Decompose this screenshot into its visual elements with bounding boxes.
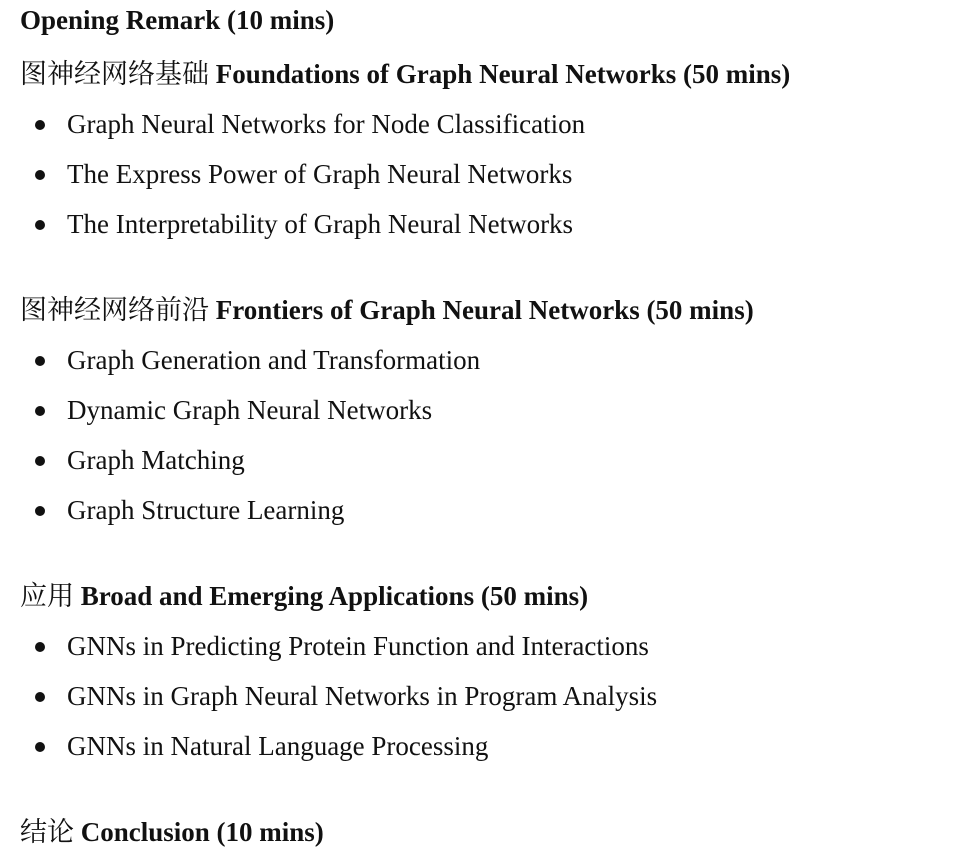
section-heading-applications-en: Broad and Emerging Applications (50 mins)	[80, 581, 589, 611]
list-item	[20, 728, 657, 778]
list-item-text: GNNs in Graph Neural Networks in Program Analysis	[67, 681, 658, 711]
list-item-text: GNNs in Natural Language Processing	[67, 731, 489, 761]
bullet-icon	[35, 692, 45, 702]
list-item-text: The Interpretability of Graph Neural Networks	[67, 209, 574, 239]
list-item-text: The Express Power of Graph Neural Networks	[67, 159, 573, 189]
section-heading-conclusion-en: Conclusion (10 mins)	[80, 817, 324, 847]
bullet-icon	[35, 642, 45, 652]
section-heading-applications	[20, 578, 588, 614]
section-heading-opening-en: Opening Remark (10 mins)	[20, 5, 335, 35]
section-heading-frontiers	[20, 292, 754, 328]
bullet-icon	[35, 120, 45, 130]
section-heading-applications-zh: 应用	[20, 581, 74, 611]
list-item-text: Dynamic Graph Neural Networks	[67, 395, 433, 425]
list-item-text: GNNs in Predicting Protein Function and Interactions	[67, 631, 649, 661]
list-item	[20, 206, 585, 256]
list-item-text: Graph Structure Learning	[67, 495, 345, 525]
list-item	[20, 628, 657, 678]
bullet-icon	[35, 356, 45, 366]
list-item	[20, 492, 480, 542]
bullet-icon	[35, 406, 45, 416]
section-heading-foundations	[20, 56, 790, 92]
section-heading-conclusion-zh: 结论	[20, 817, 74, 847]
bullet-icon	[35, 456, 45, 466]
section-heading-opening	[20, 2, 334, 38]
list-item	[20, 442, 480, 492]
list-item-text: Graph Matching	[67, 445, 245, 475]
list-item	[20, 342, 480, 392]
topic-list-applications	[20, 628, 657, 778]
list-item-text: Graph Neural Networks for Node Classification	[67, 109, 586, 139]
list-item	[20, 392, 480, 442]
topic-list-foundations	[20, 106, 585, 256]
section-heading-foundations-zh: 图神经网络基础	[20, 59, 209, 89]
list-item	[20, 156, 585, 206]
bullet-icon	[35, 220, 45, 230]
bullet-icon	[35, 742, 45, 752]
bullet-icon	[35, 170, 45, 180]
list-item-text: Graph Generation and Transformation	[67, 345, 481, 375]
section-heading-foundations-en: Foundations of Graph Neural Networks (50 mins)	[215, 59, 791, 89]
section-heading-frontiers-zh: 图神经网络前沿	[20, 295, 209, 325]
list-item	[20, 106, 585, 156]
bullet-icon	[35, 506, 45, 516]
list-item	[20, 678, 657, 728]
section-heading-frontiers-en: Frontiers of Graph Neural Networks (50 mins)	[215, 295, 754, 325]
section-heading-conclusion	[20, 814, 324, 850]
topic-list-frontiers	[20, 342, 480, 542]
